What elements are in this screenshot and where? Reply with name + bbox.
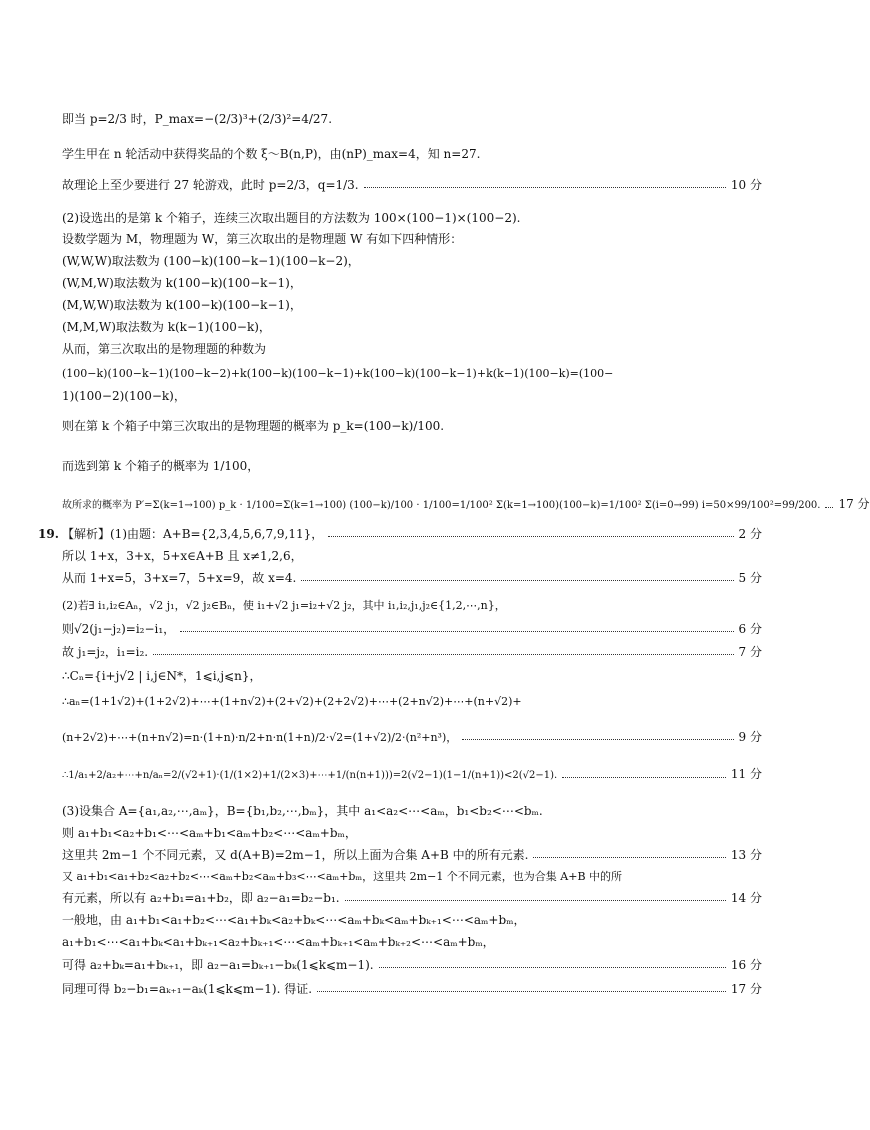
text-line [62, 342, 762, 357]
line-text: 故所求的概率为 P′=Σ(k=1→100) p_k · 1/100=Σ(k=1→100) (100−k)/100 · 1/100=1/100² Σ(k=1→100)(100−k)=1/100² Σ(i=0→99) i=50×99/100²=99/200. [62, 500, 821, 511]
line-text: 学生甲在 n 轮活动中获得奖品的个数 ξ～B(n,P)，由(nP)_max=4，知 n=27. [62, 147, 481, 161]
text-line [62, 419, 762, 434]
dot-leader [153, 654, 733, 655]
dot-leader [462, 739, 733, 740]
score-label: 6 分 [738, 622, 762, 636]
line-text: 而选到第 k 个箱子的概率为 1/100， [62, 459, 260, 473]
text-line-scored [62, 848, 762, 863]
line-text: 则 a₁+b₁<a₂+b₁<⋯<aₘ+b₁<aₘ+b₂<⋯<aₘ+bₘ， [62, 826, 357, 840]
line-text: (W,M,W)取法数为 k(100−k)(100−k−1)， [62, 276, 302, 290]
text-line [62, 935, 762, 950]
text-line-scored [62, 497, 870, 513]
text-line [62, 869, 762, 884]
line-text: (2)若∃ i₁,i₂∈Aₙ，√2 j₁，√2 j₂∈Bₙ，使 i₁+√2 j₁=i₂+√2 j₂，其中 i₁,i₂,j₁,j₂∈{1,2,⋯,n}， [62, 599, 506, 612]
line-text: 【解析】(1)由题：A+B={2,3,4,5,6,7,9,11}， [62, 527, 324, 541]
line-text: 即当 p=2/3 时，P_max=−(2/3)³+(2/3)²=4/27. [62, 112, 333, 126]
line-text: 一般地，由 a₁+b₁<a₁+b₂<⋯<a₁+bₖ<a₂+bₖ<⋯<aₘ+bₖ<aₘ+bₖ₊₁<⋯<aₘ+bₘ， [62, 913, 526, 927]
line-text: 从而 1+x=5，3+x=7，5+x=9，故 x=4. [62, 571, 297, 585]
text-line [62, 913, 762, 928]
line-text: a₁+b₁<⋯<a₁+bₖ<a₁+bₖ₊₁<a₂+bₖ₊₁<⋯<aₘ+bₖ₊₁<aₘ+bₖ₊₂<⋯<aₘ+bₘ， [62, 935, 495, 949]
score-label: 9 分 [738, 730, 762, 744]
line-text: 所以 1+x，3+x，5+x∈A+B 且 x≠1,2,6， [62, 549, 303, 563]
text-line [62, 826, 762, 841]
dot-leader [533, 857, 725, 858]
text-line-scored [62, 527, 762, 542]
score-label: 11 分 [730, 767, 762, 781]
dot-leader [364, 187, 726, 188]
line-text: 则在第 k 个箱子中第三次取出的是物理题的概率为 p_k=(100−k)/100. [62, 419, 445, 433]
score-label: 14 分 [730, 891, 762, 905]
line-text: 同理可得 b₂−b₁=aₖ₊₁−aₖ(1⩽k⩽m−1). 得证. [62, 982, 313, 996]
text-line-scored [62, 958, 762, 973]
line-text: ∴aₙ=(1+1√2)+(1+2√2)+⋯+(1+n√2)+(2+√2)+(2+2√2)+⋯+(2+n√2)+⋯+(n+√2)+ [62, 695, 522, 708]
line-text: ∴Cₙ={i+j√2 | i,j∈N*，1⩽i,j⩽n}， [62, 669, 262, 683]
text-line-scored [62, 730, 762, 745]
text-line [62, 298, 762, 313]
score-label: 2 分 [738, 527, 762, 541]
text-line [62, 549, 762, 564]
dot-leader [180, 631, 733, 632]
line-text: 1)(100−2)(100−k)， [62, 389, 186, 403]
text-line [62, 389, 762, 404]
dot-leader [328, 536, 733, 537]
line-text: (M,M,W)取法数为 k(k−1)(100−k)， [62, 320, 271, 334]
score-label: 5 分 [738, 571, 762, 585]
text-line [62, 320, 762, 335]
line-text: (M,W,W)取法数为 k(100−k)(100−k−1)， [62, 298, 302, 312]
score-label: 10 分 [730, 178, 762, 192]
dot-leader [301, 580, 733, 581]
score-label: 16 分 [730, 958, 762, 972]
line-text: 故理论上至少要进行 27 轮游戏，此时 p=2/3，q=1/3. [62, 178, 359, 192]
line-text: 设数学题为 M，物理题为 W，第三次取出的是物理题 W 有如下四种情形： [62, 232, 463, 246]
text-line [62, 669, 762, 684]
text-line [62, 366, 762, 381]
text-line [62, 459, 762, 474]
dot-leader [317, 991, 726, 992]
text-line-scored [62, 891, 762, 906]
line-text: (100−k)(100−k−1)(100−k−2)+k(100−k)(100−k−1)+k(100−k)(100−k−1)+k(k−1)(100−k)=(100− [62, 367, 614, 380]
line-text: (W,W,W)取法数为 (100−k)(100−k−1)(100−k−2)， [62, 254, 360, 268]
text-line [62, 112, 762, 127]
line-text: (n+2√2)+⋯+(n+n√2)=n·(1+n)·n/2+n·n(1+n)/2·√2=(1+√2)/2·(n²+n³)， [62, 731, 458, 744]
line-text: 有元素，所以有 a₂+b₁=a₁+b₂，即 a₂−a₁=b₂−b₁. [62, 891, 340, 905]
score-label: 17 分 [730, 982, 762, 996]
text-line [62, 211, 762, 226]
question-number: 19. [38, 527, 59, 541]
text-line [62, 276, 762, 291]
score-label: 13 分 [730, 848, 762, 862]
text-line [62, 804, 762, 819]
score-label: 17 分 [838, 497, 870, 511]
dot-leader [825, 507, 833, 508]
text-line [62, 598, 762, 613]
text-line-scored [62, 767, 762, 783]
text-line-scored [62, 645, 762, 660]
dot-leader [345, 900, 726, 901]
line-text: 这里共 2m−1 个不同元素，又 d(A+B)=2m−1，所以上面为合集 A+B 中的所有元素. [62, 848, 529, 862]
text-line [62, 254, 762, 269]
line-text: (2)设选出的是第 k 个箱子，连续三次取出题目的方法数为 100×(100−1)×(100−2). [62, 211, 521, 225]
score-label: 7 分 [738, 645, 762, 659]
text-line [62, 147, 762, 162]
dot-leader [379, 967, 726, 968]
text-line-scored [62, 982, 762, 997]
text-line [62, 694, 762, 709]
line-text: ∴1/a₁+2/a₂+⋯+n/aₙ=2/(√2+1)·(1/(1×2)+1/(2×3)+⋯+1/(n(n+1)))=2(√2−1)(1−1/(n+1))<2(√2−1). [62, 770, 558, 781]
line-text: (3)设集合 A={a₁,a₂,⋯,aₘ}，B={b₁,b₂,⋯,bₘ}，其中 a₁<a₂<⋯<aₘ，b₁<b₂<⋯<bₘ. [62, 804, 543, 818]
text-line-scored [62, 571, 762, 586]
text-line-scored [62, 178, 762, 193]
line-text: 又 a₁+b₁<a₁+b₂<a₂+b₂<⋯<aₘ+b₂<aₘ+b₃<⋯<aₘ+bₘ，这里共 2m−1 个不同元素，也为合集 A+B 中的所 [62, 870, 623, 883]
line-text: 故 j₁=j₂，i₁=i₂. [62, 645, 149, 659]
line-text: 可得 a₂+bₖ=a₁+bₖ₊₁，即 a₂−a₁=bₖ₊₁−bₖ(1⩽k⩽m−1). [62, 958, 374, 972]
line-text: 从而，第三次取出的是物理题的种数为 [62, 342, 267, 356]
text-line [62, 232, 762, 247]
text-line-scored [62, 622, 762, 637]
dot-leader [562, 777, 726, 778]
line-text: 则√2(j₁−j₂)=i₂−i₁， [62, 622, 176, 636]
